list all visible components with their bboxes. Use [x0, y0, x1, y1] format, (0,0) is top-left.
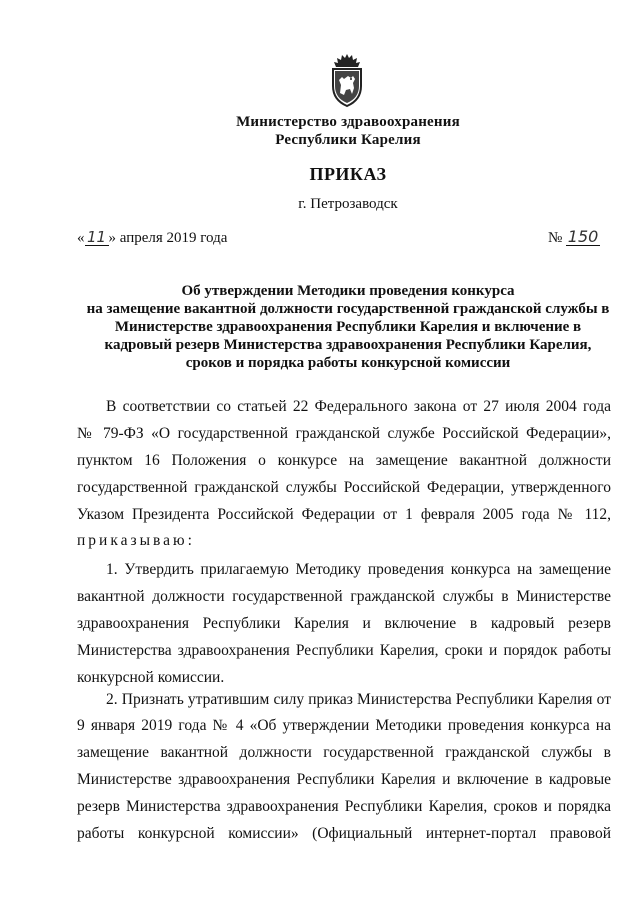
body-line: резерв Министерства здравоохранения Республики Карелия, сроков и порядка — [77, 798, 611, 815]
subject-line: кадровый резерв Министерства здравоохранения Республики Карелия, — [104, 337, 592, 353]
body-line: замещение вакантной должности государственной гражданской службы в — [77, 744, 611, 761]
subject-line: Министерстве здравоохранения Республики Карелия и включение в — [114, 319, 582, 335]
body-line: В соответствии со статьей 22 Федерального закона от 27 июля 2004 года — [106, 398, 611, 415]
date-rest: » апреля 2019 года — [108, 230, 228, 246]
body-line: государственной гражданской службы Российской Федерации, утвержденного — [77, 479, 611, 496]
body-line: пунктом 16 Положения о конкурсе на замещение вакантной должности — [77, 452, 611, 469]
order-subject — [60, 282, 636, 372]
karelia-coat-of-arms-icon — [329, 52, 365, 108]
date-open-quote: « — [77, 230, 85, 246]
ministry-name-line2: Республики Карелия — [275, 132, 421, 148]
date-day-handwritten: 11 — [85, 229, 109, 246]
body-line: здравоохранения Республики Карелия и включение в кадровый резерв — [77, 615, 611, 632]
ministry-name-line1: Министерство здравоохранения — [236, 114, 460, 130]
number-handwritten: 150 — [567, 227, 599, 246]
subject-line: сроков и порядка работы конкурсной комиссии — [185, 355, 511, 371]
body-line: работы конкурсной комиссии» (Официальный интернет-портал правовой — [77, 825, 611, 842]
body-line: 2. Признать утратившим силу приказ Министерства Республики Карелия от — [106, 691, 611, 708]
document-type: ПРИКАЗ — [309, 164, 387, 184]
body-line: Министерства здравоохранения Республики Карелия, сроки и порядок работы — [77, 642, 611, 659]
number-prefix: № — [548, 230, 563, 246]
order-word: приказываю: — [77, 532, 195, 549]
city-line: г. Петрозаводск — [298, 196, 398, 212]
order-date — [77, 229, 227, 247]
body-line: Указом Президента Российской Федерации от 1 февраля 2005 года № 112, — [77, 506, 611, 523]
body-line: конкурсной комиссии. — [77, 669, 225, 686]
subject-line: на замещение вакантной должности государственной гражданской службы в — [86, 301, 610, 317]
body-line: Министерстве здравоохранения Республики Карелия и включение в кадровые — [77, 771, 611, 788]
body-line: вакантной должности государственной гражданской службы в Министерстве — [77, 588, 611, 605]
subject-line: Об утверждении Методики проведения конкурса — [181, 283, 515, 299]
body-line: 9 января 2019 года № 4 «Об утверждении Методики проведения конкурса на — [77, 717, 611, 734]
order-number — [548, 229, 600, 247]
body-line: 1. Утвердить прилагаемую Методику проведения конкурса на замещение — [106, 561, 611, 578]
body-line: № 79-ФЗ «О государственной гражданской службе Российской Федерации», — [77, 425, 611, 442]
